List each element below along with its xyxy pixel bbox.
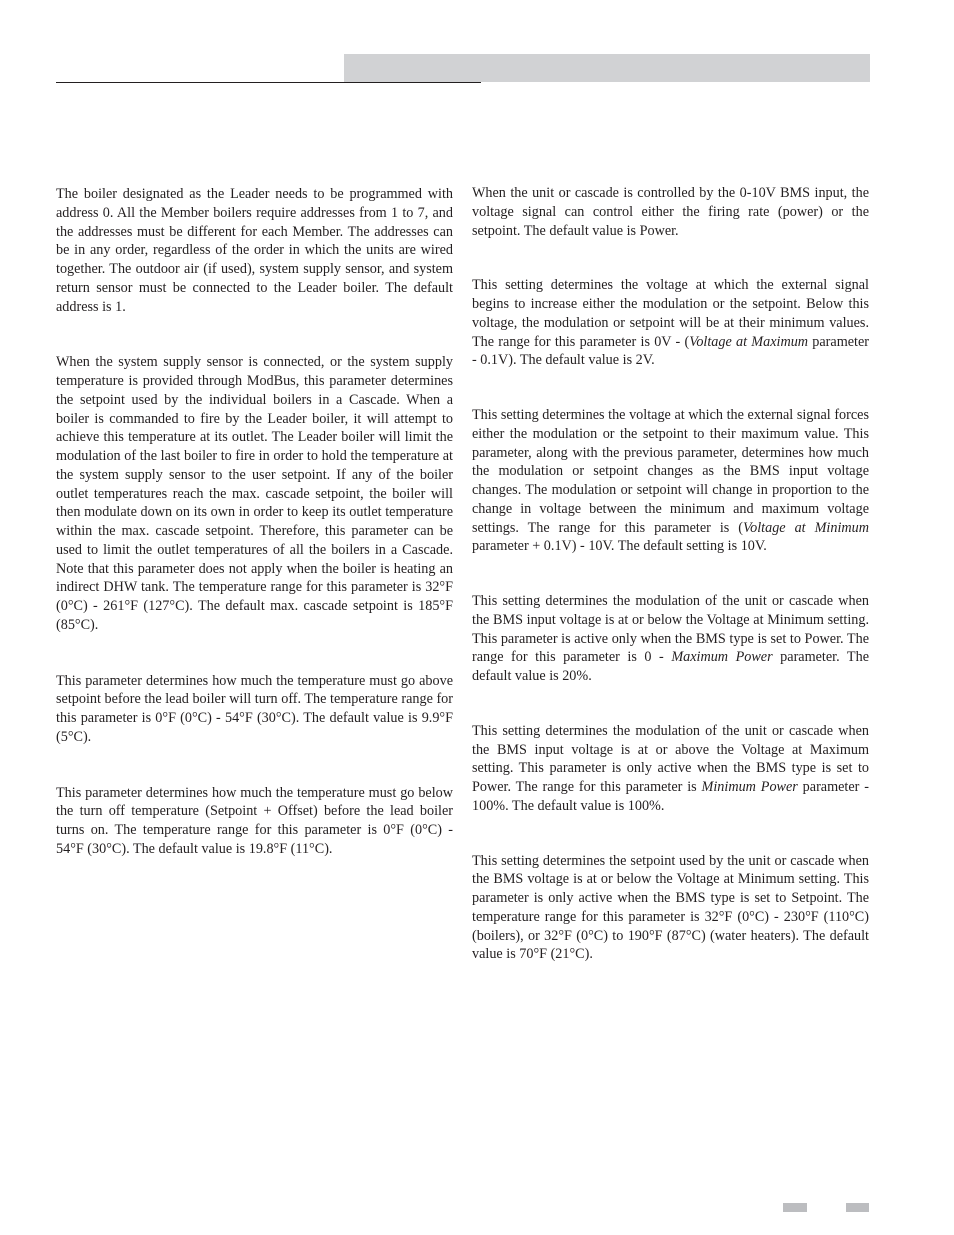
address-paragraph: The boiler designated as the Leader needs to be programmed with address 0. All the Member boilers require addresses from 1 to 7, and the addresses must be different for each Member. The addresses can be in any order, regardless of the order in which the units are wired together. The outdoor air (if used), system supply sensor, and system return sensor must be connected to the Leader boiler. The default address is 1.	[56, 186, 453, 315]
differential-paragraph: This parameter determines how much the temperature must go below the turn off temperature (Setpoint + Offset) before the lead boiler turns on. The temperature range for this parameter is 0°F (0°C) - 54°F (30°C). The default value is 19.8°F (11°C).	[56, 784, 453, 857]
setpoint-at-minimum-paragraph: This setting determines the setpoint used by the unit or cascade when the BMS voltage is at or below the Voltage at Minimum setting. This parameter is only active when the BMS type is set to Setpoint. The temperature range for this parameter is 32°F (0°C) - 230°F (110°C) (boilers), or 32°F (0°C) to 190°F (87°C) (water heaters). The default value is 70°F (21°C).	[472, 852, 869, 963]
minimum-power-paragraph: This setting determines the modulation of the unit or cascade when the BMS input voltage is at or below the Voltage at Minimum setting. This parameter is active only when the BMS type is set to Power. The range for this parameter is 0 - Maximum Power parameter. The default value is 20%.	[472, 593, 869, 684]
offset-paragraph: This parameter determines how much the temperature must go above setpoint before the lead boiler will turn off. The temperature range for this parameter is 0°F (0°C) - 54°F (30°C). The default value is 9.9°F (5°C).	[56, 672, 453, 745]
header-bar	[344, 54, 870, 82]
footer-block-right	[846, 1203, 869, 1212]
left-column	[56, 185, 453, 859]
maximum-power-paragraph: This setting determines the modulation of the unit or cascade when the BMS input voltage is at or above the Voltage at Maximum setting. This parameter is only active when the BMS type is set to Power. The range for this parameter is Minimum Power parameter - 100%. The default value is 100%.	[472, 722, 869, 814]
header-rule	[56, 82, 481, 83]
bms-type-paragraph: When the unit or cascade is controlled by the 0-10V BMS input, the voltage signal can control either the firing rate (power) or the setpoint. The default value is Power.	[472, 185, 869, 239]
footer-block-left	[783, 1203, 807, 1212]
voltage-at-maximum-paragraph: This setting determines the voltage at which the external signal forces either the modulation or the setpoint to their maximum value. This parameter, along with the previous parameter, determines how much the modulation or setpoint changes as the BMS input voltage changes. The modulation or setpoint will change in proportion to the change in voltage between the minimum and maximum voltage settings. The range for this parameter is (Voltage at Minimum parameter + 0.1V) - 10V. The default setting is 10V.	[472, 407, 869, 555]
voltage-at-minimum-paragraph: This setting determines the voltage at which the external signal begins to increase either the modulation or the setpoint. Below this voltage, the modulation or setpoint will be at their minimum values. The range for this parameter is 0V - (Voltage at Maximum parameter - 0.1V). The default value is 2V.	[472, 277, 869, 369]
max-cascade-setpoint-paragraph: When the system supply sensor is connected, or the system supply temperature is provided through ModBus, this parameter determines the setpoint used by the individual boilers in a Cascade. When a boiler is commanded to fire by the Leader boiler, it will attempt to achieve this temperature at its outlet. The Leader boiler will limit the modulation of the last boiler to fire in order to hold the temperature at the system supply sensor to the user setpoint. If any of the boiler outlet temperatures reach the max. cascade setpoint, the boiler will then modulate down on its own in order to keep its outlet temperature within the max. cascade setpoint. Therefore, this parameter can be used to limit the outlet temperatures of all the boilers in a Cascade. Note that this parameter does not apply when the boiler is heating an indirect DHW tank. The temperature range for this parameter is 32°F (0°C) - 261°F (127°C). The default max. cascade setpoint is 185°F (85°C).	[56, 354, 453, 633]
right-column	[472, 184, 869, 964]
